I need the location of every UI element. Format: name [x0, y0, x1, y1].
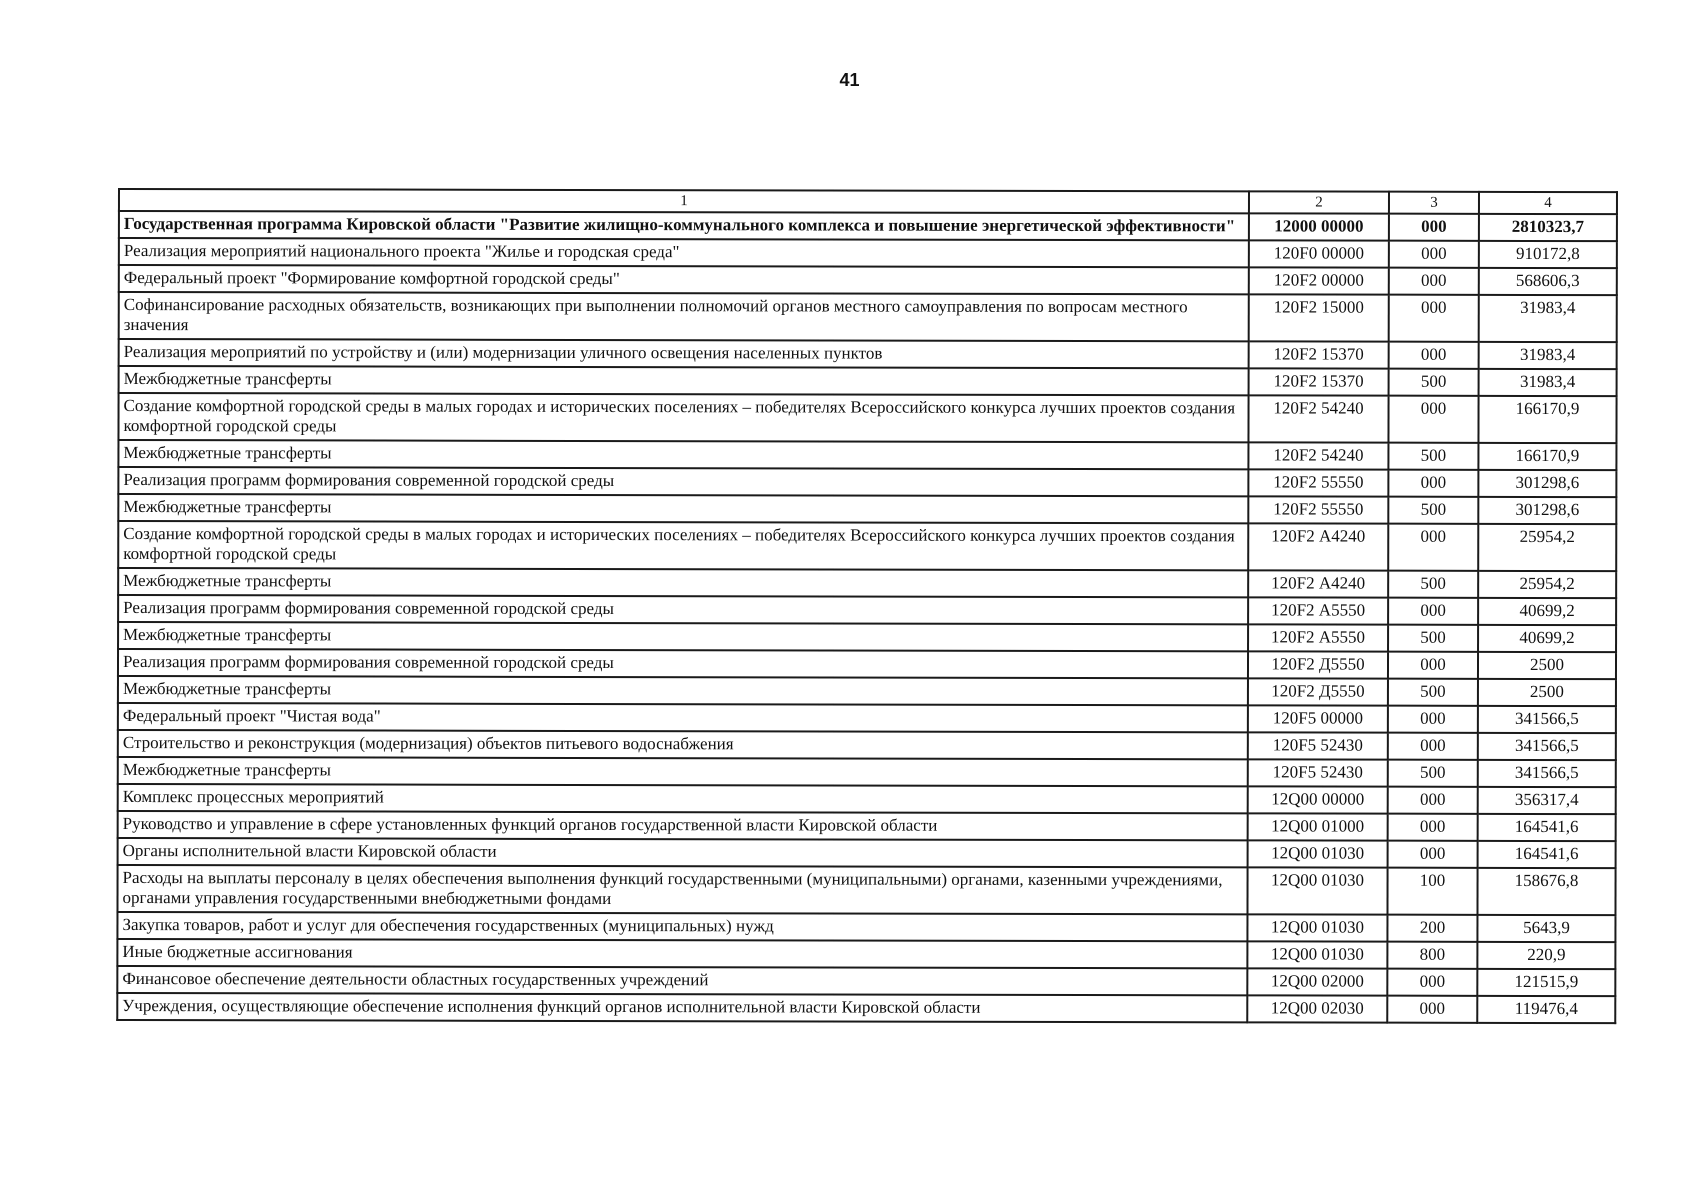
row-kind-cell: 000: [1389, 295, 1479, 342]
row-code-cell: 12Q00 02030: [1247, 995, 1387, 1022]
table-row: [119, 211, 1617, 241]
row-code-cell: 120F2 А5550: [1248, 624, 1388, 651]
table-row: [117, 865, 1615, 915]
table-row: [118, 838, 1616, 868]
row-code-cell: 120F2 00000: [1249, 267, 1389, 294]
row-code-cell: 12000 00000: [1249, 213, 1389, 240]
row-sum-cell: 121515,9: [1477, 969, 1615, 996]
row-name-cell: Межбюджетные трансферты: [119, 366, 1249, 395]
row-kind-cell: 100: [1387, 868, 1477, 915]
row-code-cell: 120F2 55550: [1248, 469, 1388, 496]
row-name-cell: Комплекс процессных мероприятий: [118, 784, 1248, 813]
row-code-cell: 12Q00 01030: [1247, 914, 1387, 941]
header-col-4: 4: [1479, 192, 1617, 214]
row-sum-cell: 910172,8: [1479, 241, 1617, 268]
row-code-cell: 12Q00 00000: [1248, 786, 1388, 813]
table-row: [117, 993, 1615, 1023]
header-col-2: 2: [1249, 191, 1389, 213]
table-row: [118, 595, 1616, 625]
row-name-cell: Создание комфортной городской среды в малых городах и исторических поселениях – победителях Всероссийского конкурса лучших проектов создания комфортной городской среды: [118, 521, 1248, 570]
row-kind-cell: 000: [1388, 396, 1478, 443]
table-header-row: [119, 189, 1617, 214]
row-sum-cell: 166170,9: [1478, 396, 1616, 443]
row-sum-cell: 568606,3: [1479, 268, 1617, 295]
row-sum-cell: 40699,2: [1478, 625, 1616, 652]
row-name-cell: Руководство и управление в сфере установленных функций органов государственной власти Кировской области: [118, 811, 1248, 840]
table-row: [118, 440, 1616, 470]
row-sum-cell: 301298,6: [1478, 470, 1616, 497]
row-name-cell: Межбюджетные трансферты: [118, 622, 1248, 651]
row-name-cell: Строительство и реконструкция (модернизация) объектов питьевого водоснабжения: [118, 730, 1248, 759]
row-kind-cell: 500: [1389, 369, 1479, 396]
row-kind-cell: 000: [1389, 268, 1479, 295]
row-sum-cell: 25954,2: [1478, 571, 1616, 598]
row-name-cell: Федеральный проект "Формирование комфортной городской среды": [119, 265, 1249, 294]
row-code-cell: 120F2 А5550: [1248, 597, 1388, 624]
row-sum-cell: 341566,5: [1478, 733, 1616, 760]
row-code-cell: 12Q00 01000: [1248, 813, 1388, 840]
row-sum-cell: 5643,9: [1477, 915, 1615, 942]
table-row: [119, 366, 1617, 396]
table-row: [118, 676, 1616, 706]
row-code-cell: 120F2 А4240: [1248, 570, 1388, 597]
header-col-3: 3: [1389, 192, 1479, 214]
table-row: [119, 292, 1617, 342]
row-sum-cell: 220,9: [1477, 942, 1615, 969]
row-code-cell: 12Q00 01030: [1247, 941, 1387, 968]
row-kind-cell: 000: [1388, 706, 1478, 733]
row-name-cell: Реализация мероприятий по устройству и (или) модернизации уличного освещения населенных пунктов: [119, 339, 1249, 368]
table-row: [118, 811, 1616, 841]
row-name-cell: Межбюджетные трансферты: [118, 440, 1248, 469]
row-kind-cell: 000: [1387, 996, 1477, 1023]
budget-table: [116, 188, 1618, 1024]
row-sum-cell: 164541,6: [1478, 814, 1616, 841]
row-code-cell: 120F2 54240: [1248, 442, 1388, 469]
row-name-cell: Межбюджетные трансферты: [118, 676, 1248, 705]
row-sum-cell: 341566,5: [1478, 706, 1616, 733]
row-code-cell: 12Q00 01030: [1247, 867, 1387, 914]
row-code-cell: 120F0 00000: [1249, 240, 1389, 267]
row-sum-cell: 31983,4: [1479, 369, 1617, 396]
row-sum-cell: 166170,9: [1478, 443, 1616, 470]
row-code-cell: 120F2 Д5550: [1248, 651, 1388, 678]
table-row: [119, 339, 1617, 369]
row-name-cell: Расходы на выплаты персоналу в целях обеспечения выполнения функций государственными (муниципальными) органами, казенными учреждениями, органами управления государственными внебюджетными фондами: [117, 865, 1247, 914]
row-name-cell: Межбюджетные трансферты: [118, 757, 1248, 786]
table-body: [117, 211, 1617, 1023]
table-row: [119, 238, 1617, 268]
table-row: [118, 393, 1616, 443]
table-row: [117, 912, 1615, 942]
row-code-cell: 12Q00 01030: [1248, 840, 1388, 867]
row-code-cell: 120F5 52430: [1248, 732, 1388, 759]
row-name-cell: Реализация программ формирования современной городской среды: [118, 595, 1248, 624]
row-sum-cell: 356317,4: [1478, 787, 1616, 814]
row-code-cell: 120F5 52430: [1248, 759, 1388, 786]
table-row: [118, 649, 1616, 679]
row-name-cell: Реализация программ формирования современной городской среды: [118, 467, 1248, 496]
row-kind-cell: 500: [1388, 497, 1478, 524]
table-row: [118, 467, 1616, 497]
row-name-cell: Иные бюджетные ассигнования: [117, 939, 1247, 968]
row-code-cell: 120F5 00000: [1248, 705, 1388, 732]
row-kind-cell: 500: [1388, 625, 1478, 652]
table-row: [118, 622, 1616, 652]
row-kind-cell: 000: [1389, 342, 1479, 369]
row-sum-cell: 25954,2: [1478, 524, 1616, 571]
row-name-cell: Реализация мероприятий национального проекта "Жилье и городская среда": [119, 238, 1249, 267]
table-row: [117, 939, 1615, 969]
row-kind-cell: 500: [1388, 679, 1478, 706]
row-code-cell: 120F2 55550: [1248, 496, 1388, 523]
row-code-cell: 120F2 15370: [1249, 368, 1389, 395]
row-name-cell: Софинансирование расходных обязательств, возникающих при выполнении полномочий органов местного самоуправления по вопросам местного значения: [119, 292, 1249, 341]
row-kind-cell: 000: [1388, 787, 1478, 814]
row-kind-cell: 000: [1388, 841, 1478, 868]
row-kind-cell: 000: [1387, 969, 1477, 996]
row-sum-cell: 31983,4: [1479, 295, 1617, 342]
row-code-cell: 120F2 Д5550: [1248, 678, 1388, 705]
row-kind-cell: 500: [1388, 571, 1478, 598]
row-kind-cell: 000: [1388, 470, 1478, 497]
row-sum-cell: 341566,5: [1478, 760, 1616, 787]
row-sum-cell: 2500: [1478, 679, 1616, 706]
row-kind-cell: 200: [1387, 915, 1477, 942]
table-row: [118, 757, 1616, 787]
row-kind-cell: 500: [1388, 760, 1478, 787]
row-code-cell: 120F2 54240: [1248, 395, 1388, 442]
row-sum-cell: 2500: [1478, 652, 1616, 679]
budget-table-wrapper: [116, 188, 1616, 1024]
table-row: [118, 494, 1616, 524]
row-sum-cell: 164541,6: [1478, 841, 1616, 868]
table-row: [119, 265, 1617, 295]
row-name-cell: Федеральный проект "Чистая вода": [118, 703, 1248, 732]
row-name-cell: Создание комфортной городской среды в малых городах и исторических поселениях – победителях Всероссийского конкурса лучших проектов создания комфортной городской среды: [118, 393, 1248, 442]
page-number: 41: [839, 70, 860, 90]
row-code-cell: 120F2 А4240: [1248, 523, 1388, 570]
table-row: [117, 966, 1615, 996]
table-row: [118, 703, 1616, 733]
row-kind-cell: 000: [1388, 652, 1478, 679]
row-kind-cell: 000: [1388, 814, 1478, 841]
row-sum-cell: 31983,4: [1479, 342, 1617, 369]
row-sum-cell: 2810323,7: [1479, 214, 1617, 241]
row-name-cell: Учреждения, осуществляющие обеспечение исполнения функций органов исполнительной власти Кировской области: [117, 993, 1247, 1022]
row-code-cell: 120F2 15370: [1249, 341, 1389, 368]
row-kind-cell: 000: [1388, 598, 1478, 625]
row-sum-cell: 40699,2: [1478, 598, 1616, 625]
row-kind-cell: 000: [1389, 214, 1479, 241]
row-sum-cell: 119476,4: [1477, 996, 1615, 1023]
row-code-cell: 12Q00 02000: [1247, 968, 1387, 995]
table-row: [118, 521, 1616, 571]
row-name-cell: Государственная программа Кировской области "Развитие жилищно-коммунального комплекса и повышение энергетической эффективности": [119, 211, 1249, 240]
row-kind-cell: 800: [1387, 942, 1477, 969]
row-kind-cell: 000: [1388, 524, 1478, 571]
row-name-cell: Закупка товаров, работ и услуг для обеспечения государственных (муниципальных) нужд: [117, 912, 1247, 941]
row-name-cell: Органы исполнительной власти Кировской области: [118, 838, 1248, 867]
header-col-1: 1: [119, 189, 1249, 213]
row-kind-cell: 000: [1389, 241, 1479, 268]
row-sum-cell: 158676,8: [1477, 868, 1615, 915]
table-row: [118, 730, 1616, 760]
row-name-cell: Межбюджетные трансферты: [118, 494, 1248, 523]
row-name-cell: Реализация программ формирования современной городской среды: [118, 649, 1248, 678]
row-kind-cell: 000: [1388, 733, 1478, 760]
row-code-cell: 120F2 15000: [1249, 294, 1389, 341]
table-row: [118, 568, 1616, 598]
row-kind-cell: 500: [1388, 443, 1478, 470]
row-name-cell: Финансовое обеспечение деятельности областных государственных учреждений: [117, 966, 1247, 995]
row-sum-cell: 301298,6: [1478, 497, 1616, 524]
table-row: [118, 784, 1616, 814]
row-name-cell: Межбюджетные трансферты: [118, 568, 1248, 597]
